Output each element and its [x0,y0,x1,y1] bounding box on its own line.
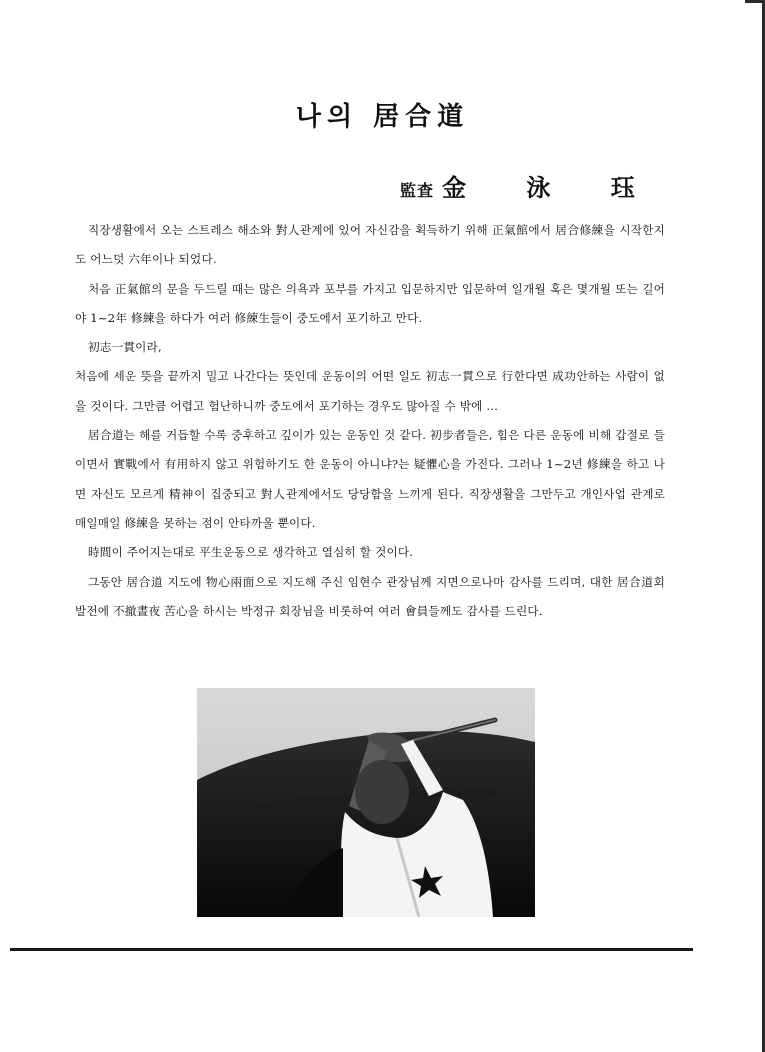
scan-edge-top [745,0,765,3]
paragraph: 직장생활에서 오는 스트레스 해소와 對人관계에 있어 자신감을 획득하기 위해 正氣館에서 居合修練을 시작한지도 어느덧 六年이나 되었다. [75,223,665,267]
paragraph: 그동안 居合道 지도에 物心兩面으로 지도해 주신 임현수 관장님께 지면으로나마 감사를 드리며, 대한 居合道회 발전에 不撤晝夜 苦心을 하시는 박정규 회장님을 비롯하여 여러 會員들께도 감사를 드린다. [75,574,665,618]
bottom-rule [10,948,693,951]
page-title: 나의 居合道 [295,102,470,132]
paragraph: 時間이 주어지는대로 平生운동으로 생각하고 열심히 할 것이다. [88,545,414,560]
author-name: 金 泳 珏 [442,173,661,202]
author-role: 監査 [400,181,435,200]
paragraph: 처음 正氣館의 문을 두드릴 때는 많은 의욕과 포부를 가지고 입문하지만 입문하여 일개월 혹은 몇개월 또는 길어야 1~2年 修練을 하다가 여러 修練生들이 중도에서 포기하고 만다. [75,281,665,325]
paragraph: 居合道는 해를 거듭할 수록 중후하고 깊이가 있는 운동인 것 같다. 初步者들은, 힘은 다른 운동에 비해 갑절로 들이면서 實戰에서 有用하지 않고 위험하기도 한 운동이 아니냐?는 疑懼心을 가진다. 그러나 1~2년 修練을 하고 나면 자신도 모르게 精神이 집중되고 對人관계에서도 당당함을 느끼게 된다. 직장생활을 그만두고 개인사업 관계로 매일매일 修練을 못하는 점이 안타까울 뿐이다. [75,428,665,530]
article-body [75,216,665,626]
paragraph: 初志一貫이라, [88,340,162,355]
paragraph: 처음에 세운 뜻을 끝까지 밀고 나간다는 뜻인데 운동이의 어떤 일도 初志一貫으로 行한다면 成功안하는 사람이 없을 것이다. 그만큼 어렵고 험난하니까 중도에서 포기하는 경우도 많아질 수 밖에 … [75,369,665,413]
author-line [400,168,661,203]
martial-arts-photo [197,688,535,917]
